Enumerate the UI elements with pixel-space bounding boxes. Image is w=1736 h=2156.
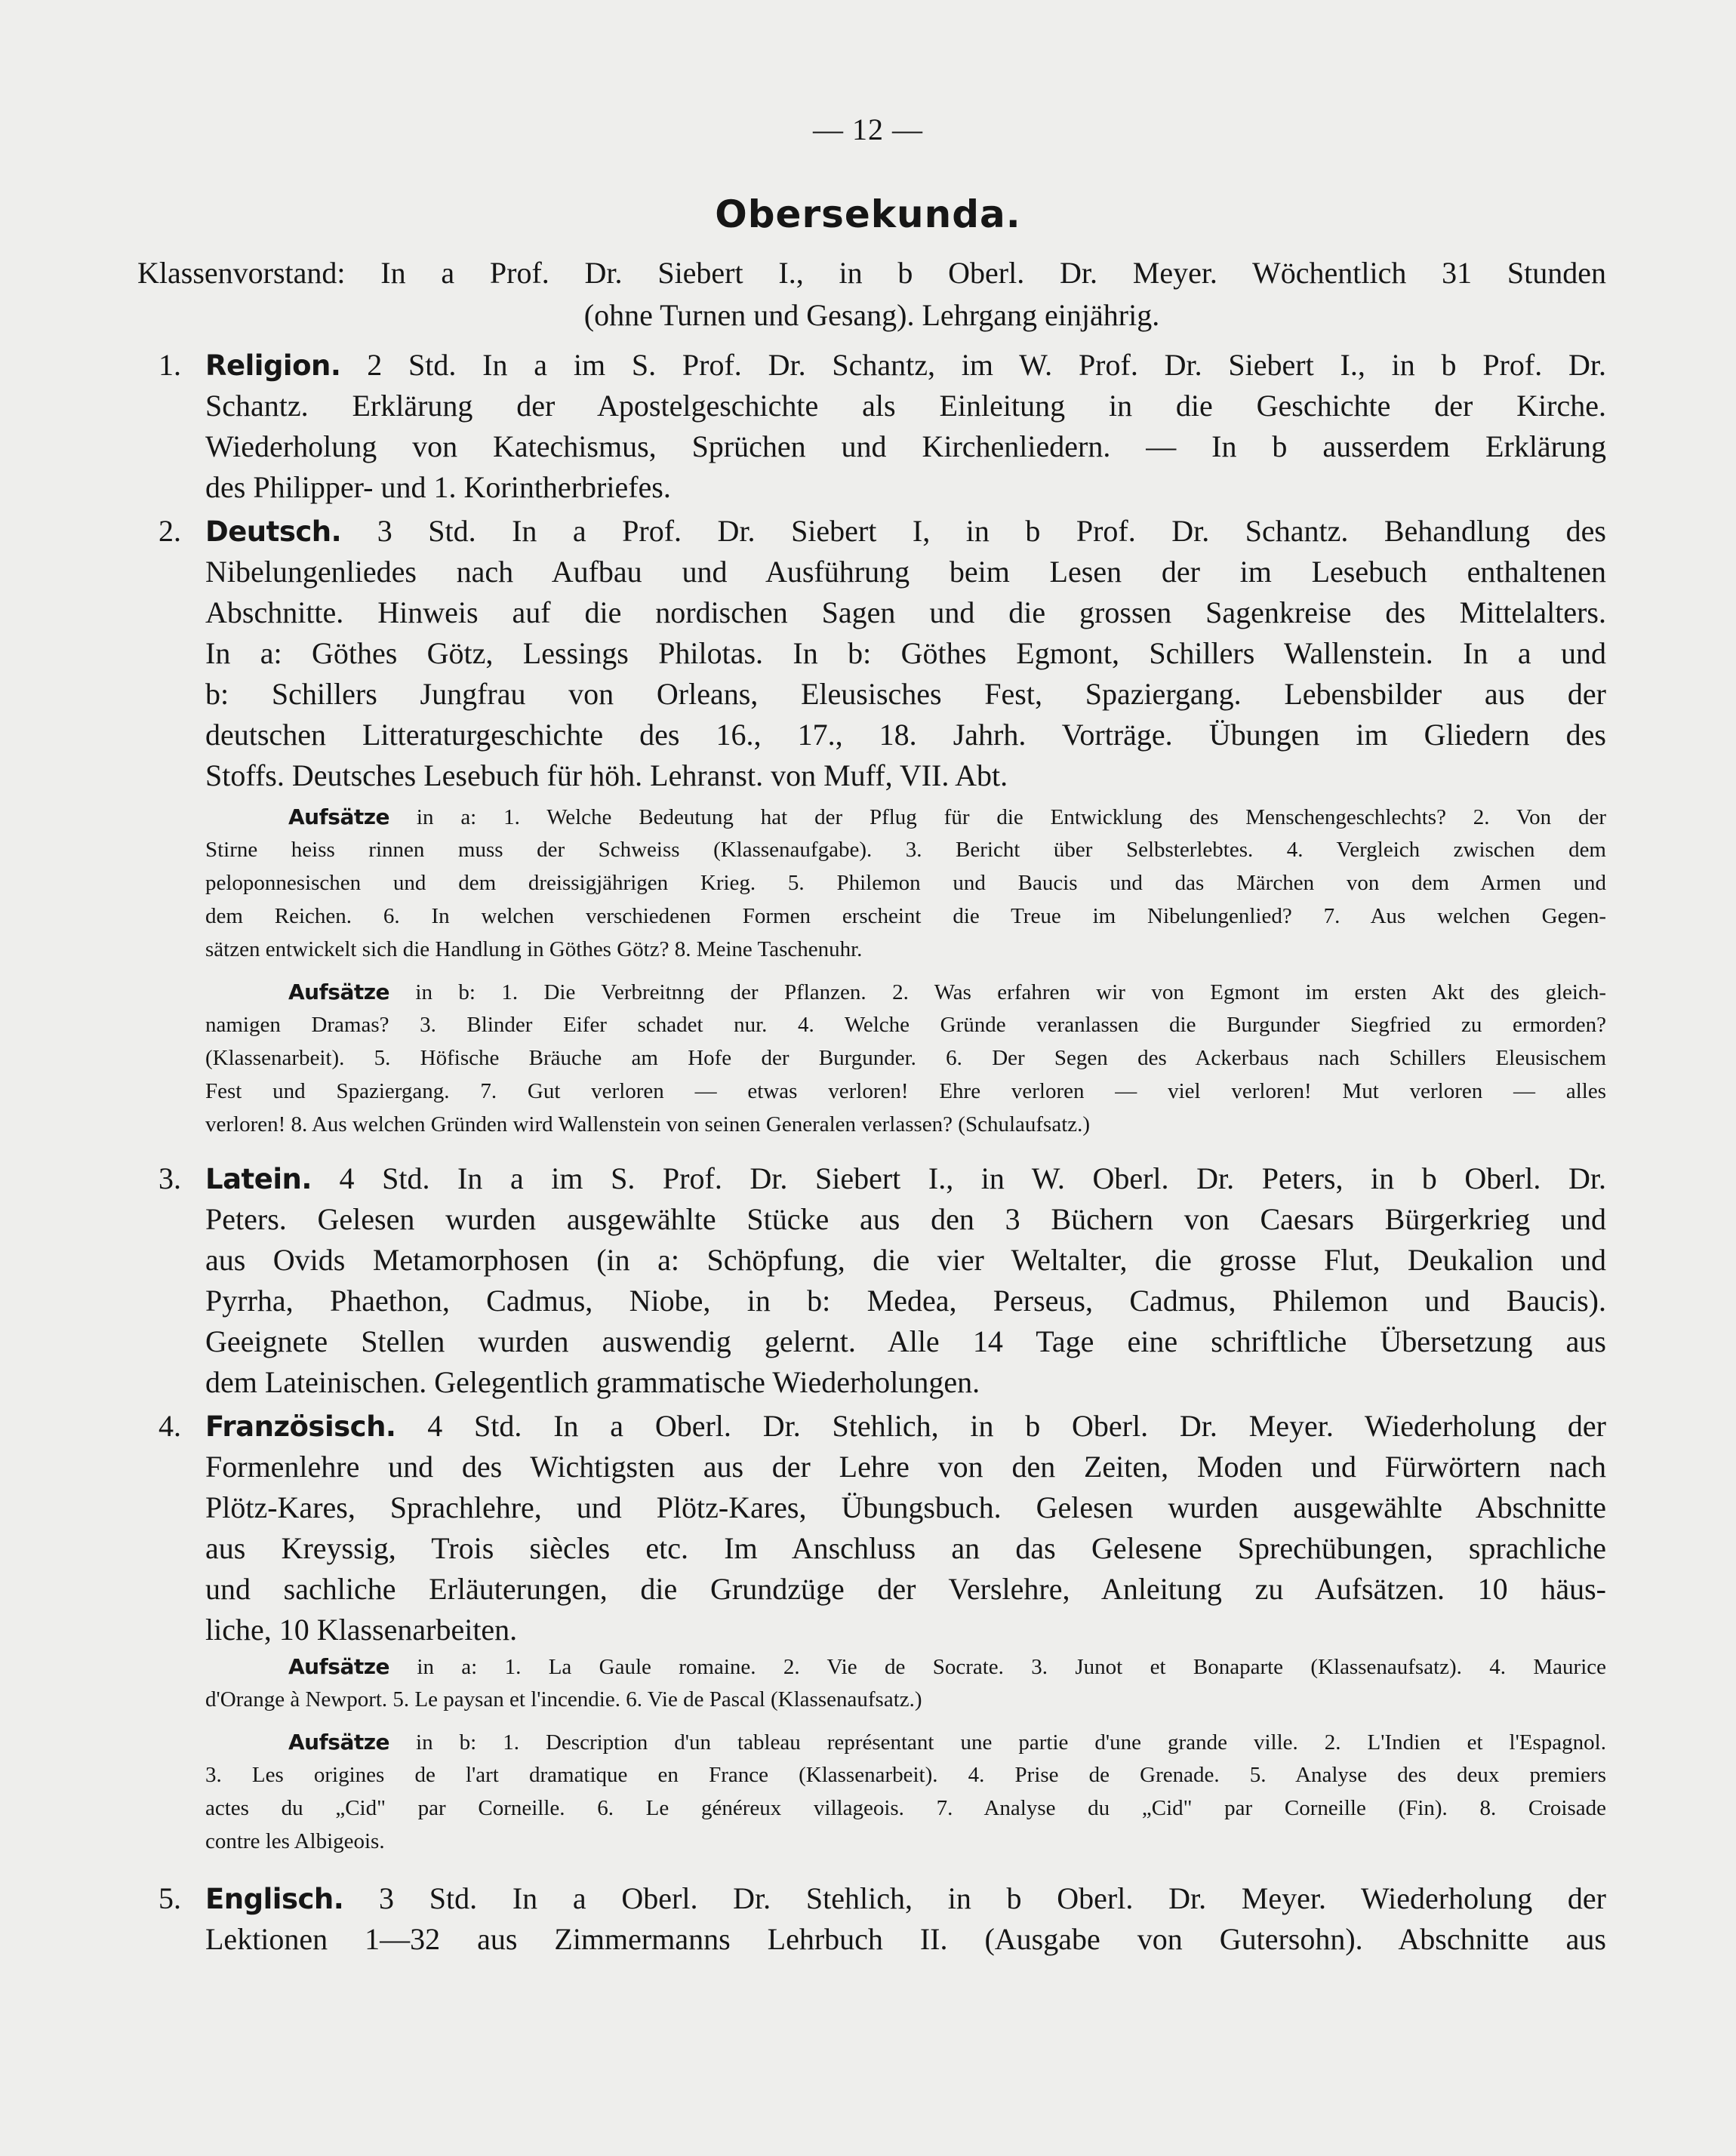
essay-line: dem Reichen. 6. In welchen verschiedenen Formen erscheint die Treue im Nibelungenlied? 7. Aus welchen Gegen- [205,904,1606,928]
section-line: Geeignete Stellen wurden auswendig gelernt. Alle 14 Tage eine schriftliche Übersetzung aus [205,1324,1606,1358]
page-title: Obersekunda. [715,192,1021,236]
section-number: 4. [159,1409,181,1443]
essay-line: Aufsätze in a: 1. Welche Bedeutung hat der Pflug für die Entwicklung des Menschengeschlechts? 2. Von der [288,804,1606,829]
section-line: Abschnitte. Hinweis auf die nordischen Sagen und die grossen Sagenkreise des Mittelalters. [205,595,1606,629]
header-line: (ohne Turnen und Gesang). Lehrgang einjährig. [583,298,1160,332]
section-line: Plötz-Kares, Sprachlehre, und Plötz-Kares, Übungsbuch. Gelesen wurden ausgewählte Abschnitte [205,1490,1606,1524]
essay-heading: Aufsätze [288,804,390,829]
section-line: Pyrrha, Phaethon, Cadmus, Niobe, in b: Medea, Perseus, Cadmus, Philemon und Baucis). [205,1284,1606,1318]
essay-heading: Aufsätze [288,980,390,1004]
essay-heading: Aufsätze [288,1654,390,1679]
section-line: Religion. 2 Std. In a im S. Prof. Dr. Schantz, im W. Prof. Dr. Siebert I., in b Prof. Dr. [205,348,1606,382]
essay-line: Aufsätze in a: 1. La Gaule romaine. 2. Vie de Socrate. 3. Junot et Bonaparte (Klassenaufsatz). 4. Maurice [288,1654,1606,1679]
essay-line: namigen Dramas? 3. Blinder Eifer schadet nur. 4. Welche Gründe veranlassen die Burgunder Siegfried zu ermorden? [205,1013,1606,1037]
essay-line: Fest und Spaziergang. 7. Gut verloren — etwas verloren! Ehre verloren — viel verloren! Mut verloren — alles [205,1079,1606,1103]
essay-heading: Aufsätze [288,1730,390,1755]
section-line: Latein. 4 Std. In a im S. Prof. Dr. Siebert I., in W. Oberl. Dr. Peters, in b Oberl. Dr. [205,1161,1606,1195]
essay-line: Aufsätze in b: 1. Description d'un tableau représentant une partie d'une grande ville. 2. L'Indien et l'Espagnol. [288,1730,1606,1755]
essay-line: d'Orange à Newport. 5. Le paysan et l'incendie. 6. Vie de Pascal (Klassenaufsatz.) [205,1687,922,1712]
essay-line: contre les Albigeois. [205,1829,385,1853]
section-heading: Englisch. [205,1883,344,1915]
essay-line: 3. Les origines de l'art dramatique en France (Klassenarbeit). 4. Prise de Grenade. 5. Analyse des deux premiers [205,1763,1606,1787]
section-line: und sachliche Erläuterungen, die Grundzüge der Verslehre, Anleitung zu Aufsätzen. 10 häus- [205,1572,1606,1606]
essay-line: sätzen entwickelt sich die Handlung in Göthes Götz? 8. Meine Taschenuhr. [205,937,863,961]
essay-line: verloren! 8. Aus welchen Gründen wird Wallenstein von seinen Generalen verlassen? (Schulaufsatz.) [205,1112,1091,1136]
header-line: Klassenvorstand: In a Prof. Dr. Siebert I., in b Oberl. Dr. Meyer. Wöchentlich 31 Stunden [137,256,1606,290]
section-number: 1. [159,348,181,382]
section-line: Formenlehre und des Wichtigsten aus der Lehre von den Zeiten, Moden und Fürwörtern nach [205,1450,1606,1484]
section-heading: Latein. [205,1163,312,1195]
section-line: Peters. Gelesen wurden ausgewählte Stücke aus den 3 Büchern von Caesars Bürgerkrieg und [205,1202,1606,1236]
section-number: 3. [159,1161,181,1195]
section-line: Deutsch. 3 Std. In a Prof. Dr. Siebert I, in b Prof. Dr. Schantz. Behandlung des [205,514,1606,548]
section-number: 2. [159,514,181,548]
section-line: Englisch. 3 Std. In a Oberl. Dr. Stehlich, in b Oberl. Dr. Meyer. Wiederholung der [205,1881,1606,1915]
section-line: Französisch. 4 Std. In a Oberl. Dr. Stehlich, in b Oberl. Dr. Meyer. Wiederholung der [205,1409,1606,1443]
essay-line: peloponnesischen und dem dreissigjährigen Krieg. 5. Philemon und Baucis und das Märchen von dem Armen und [205,871,1606,895]
section-line: Schantz. Erklärung der Apostelgeschichte als Einleitung in die Geschichte der Kirche. [205,389,1606,423]
section-heading: Religion. [205,349,341,382]
section-line: Wiederholung von Katechismus, Sprüchen und Kirchenliedern. — In b ausserdem Erklärung [205,429,1606,463]
section-line: dem Lateinischen. Gelegentlich grammatische Wiederholungen. [205,1365,980,1399]
section-line: Stoffs. Deutsches Lesebuch für höh. Lehranst. von Muff, VII. Abt. [205,758,1008,792]
section-number: 5. [159,1881,181,1915]
section-heading: Französisch. [205,1410,396,1443]
essay-line: Aufsätze in b: 1. Die Verbreitnng der Pflanzen. 2. Was erfahren wir von Egmont im ersten Akt des gleich- [288,980,1606,1004]
section-line: des Philipper- und 1. Korintherbriefes. [205,470,671,504]
section-line: liche, 10 Klassenarbeiten. [205,1613,518,1647]
section-line: b: Schillers Jungfrau von Orleans, Eleusisches Fest, Spaziergang. Lebensbilder aus der [205,677,1606,711]
section-line: aus Ovids Metamorphosen (in a: Schöpfung, die vier Weltalter, die grosse Flut, Deukalion und [205,1243,1606,1277]
essay-line: actes du „Cid" par Corneille. 6. Le généreux villageois. 7. Analyse du „Cid" par Corneille (Fin). 8. Croisade [205,1796,1606,1820]
essay-line: Stirne heiss rinnen muss der Schweiss (Klassenaufgabe). 3. Bericht über Selbsterlebtes. 4. Vergleich zwischen dem [205,838,1606,862]
section-line: In a: Göthes Götz, Lessings Philotas. In b: Göthes Egmont, Schillers Wallenstein. In a und [205,636,1606,670]
essay-line: (Klassenarbeit). 5. Höfische Bräuche am Hofe der Burgunder. 6. Der Segen des Ackerbaus nach Schillers Eleusischem [205,1046,1606,1070]
page-number: — 12 — [813,112,923,146]
section-line: Lektionen 1—32 aus Zimmermanns Lehrbuch II. (Ausgabe von Gutersohn). Abschnitte aus [205,1922,1606,1956]
section-line: deutschen Litteraturgeschichte des 16., 17., 18. Jahrh. Vorträge. Übungen im Gliedern des [205,718,1606,752]
section-heading: Deutsch. [205,515,342,548]
section-line: Nibelungenliedes nach Aufbau und Ausführung beim Lesen der im Lesebuch enthaltenen [205,555,1606,589]
section-line: aus Kreyssig, Trois siècles etc. Im Anschluss an das Gelesene Sprechübungen, sprachliche [205,1531,1606,1565]
